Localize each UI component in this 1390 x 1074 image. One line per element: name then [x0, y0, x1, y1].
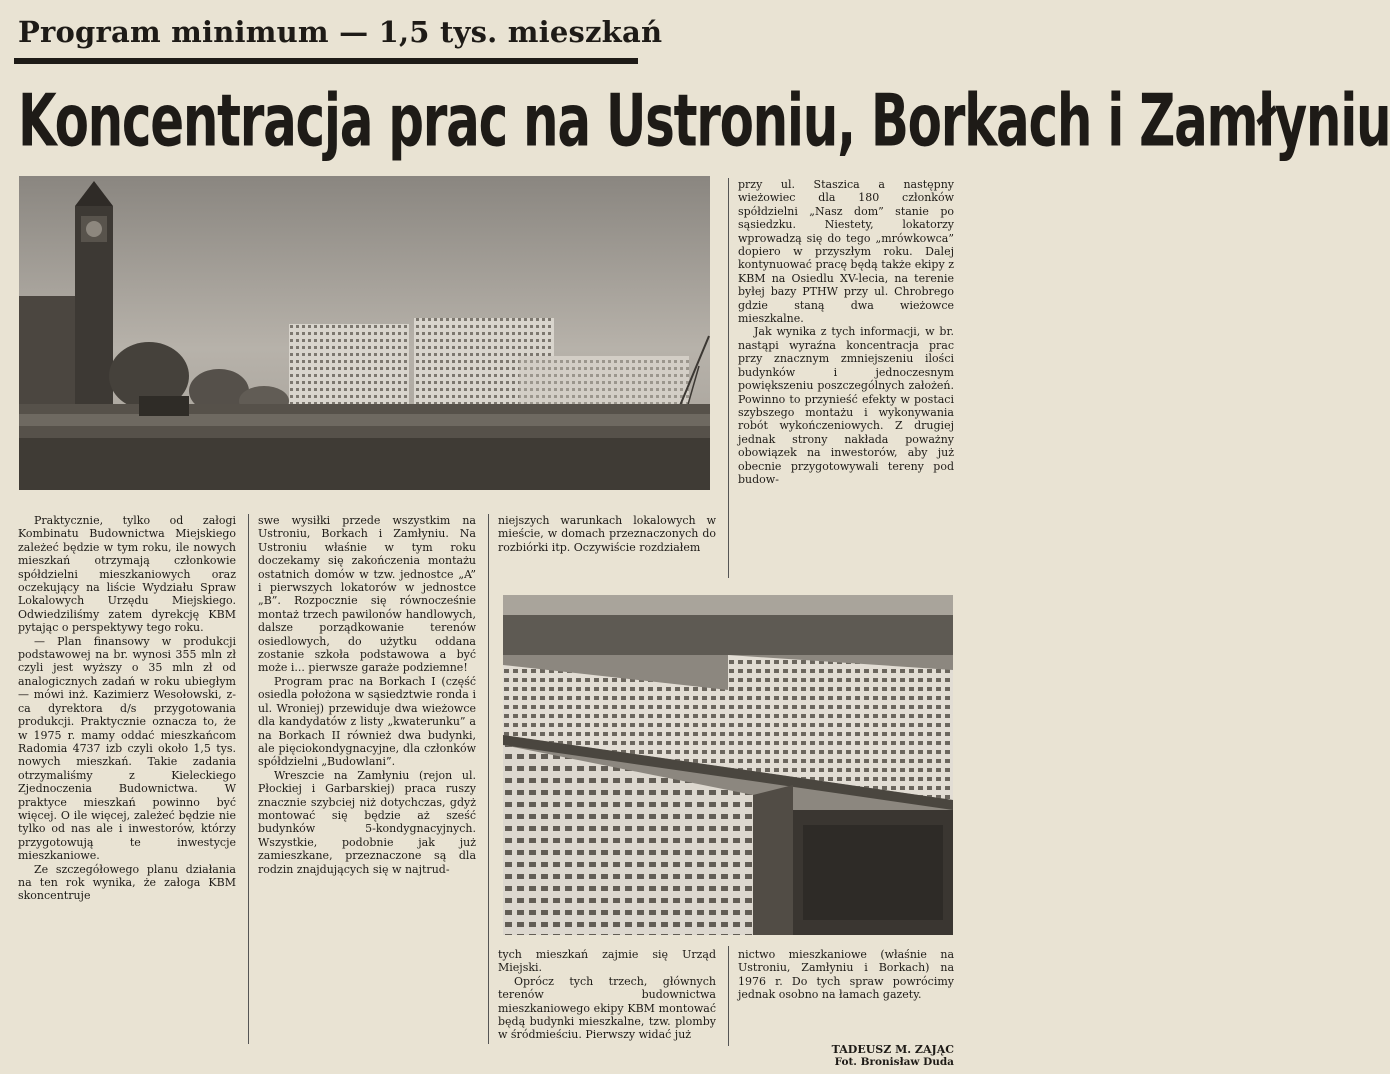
article-column-right-top — [738, 178, 954, 582]
paragraph: Program prac na Borkach I (część osiedla położona w sąsiedztwie ronda i ul. Wroniej) przewiduje dwa wieżowce dla kandydatów z listy „kwaterunku” a na Borkach II również dwa budynki, ale pięciokondygnacyjne, dla członków spółdzielni „Budowlani”. — [258, 674, 476, 769]
byline — [744, 1043, 954, 1069]
paragraph: tych mieszkań zajmie się Urząd Miejski. — [498, 948, 716, 975]
photo-bottom — [503, 595, 953, 935]
paragraph: Ze szczegółowego planu działania na ten rok wynika, że załoga KBM skoncentruje — [18, 862, 236, 903]
article-column-3-top — [498, 514, 716, 580]
paragraph: Oprócz tych trzech, głównych terenów budownictwa mieszkaniowego ekipy KBM montować będą budynki mieszkalne, tzw. plomby w śródmieściu. Pierwszy widać już — [498, 974, 716, 1042]
paragraph: Wreszcie na Zamłyniu (rejon ul. Płockiej i Garbarskiej) praca ruszy znacznie szybciej niż dotychczas, gdyż montować się będzie aż sześć budynków 5-kondygnacyjnych. Wszystkie, podobnie jak już zamieszkane, przeznaczone są dla rodzin znajdujących się w najtrud- — [258, 768, 476, 876]
paragraph: — Plan finansowy w produkcji podstawowej na br. wynosi 355 mln zł czyli jest wyższy o 35 mln zł od analogicznych zadań w roku ubiegłym — mówi inż. Kazimierz Wesołowski, z-ca dyrektora d/s przygotowania produkcji. Praktycznie oznacza to, że w 1975 r. mamy oddać mieszkańcom Radomia 4737 izb czyli około 1,5 tys. nowych mieszkań. Takie zadania otrzymaliśmy z Kieleckiego Zjednoczenia Budownictwa. W praktyce mieszkań powinno być więcej. O ile więcej, zależeć będzie nie tylko od nas ale i inwestorów, którzy przygotowują te inwestycje mieszkaniowe. — [18, 634, 236, 863]
paragraph: nictwo mieszkaniowe (właśnie na Ustroniu, Zamłyniu i Borkach) na 1976 r. Do tych spraw powrócimy jednak osobno na łamach gazety. — [738, 948, 954, 1002]
article-kicker: Program minimum — 1,5 tys. mieszkań — [18, 15, 663, 49]
paragraph: swe wysiłki przede wszystkim na Ustroniu, Borkach i Zamłyniu. Na Ustroniu właśnie w tym roku doczekamy się zakończenia montażu ostatnich domów w tzw. jednostce „A” i pierwszych lokatorów w jednostce „B”. Rozpocznie się równocześnie montaż trzech pawilonów handlowych, dalsze porządkowanie terenów osiedlowych, do użytku oddana zostanie szkoła podstawowa a być może i... pierwsze garaże podziemne! — [258, 514, 476, 675]
paragraph: przy ul. Staszica a następny wieżowiec dla 180 członków spółdzielni „Nasz dom” stanie po sąsiedzku. Niestety, lokatorzy wprowadzą się do tego „mrówkowca” dopiero w przyszłym roku. Dalej kontynuować pracę będą także ekipy z KBM na Osiedlu XV-lecia, na terenie byłej bazy PTHW przy ul. Chrobrego gdzie staną dwa wieżowce mieszkalne. — [738, 178, 954, 326]
column-rule — [248, 514, 249, 1044]
housing-estate-photo-icon — [19, 176, 710, 490]
photo-top — [19, 176, 710, 490]
column-rule — [488, 514, 489, 1044]
article-headline: Koncentracja prac na Ustroniu, Borkach i Zamłyniu — [18, 78, 1390, 164]
photo-credit: Fot. Bronisław Duda — [834, 1056, 954, 1068]
apartment-blocks-photo-icon — [503, 595, 953, 935]
article-column-4-bottom — [738, 948, 954, 1038]
author-name: TADEUSZ M. ZAJĄC — [831, 1043, 954, 1056]
paragraph: Praktycznie, tylko od załogi Kombinatu Budownictwa Miejskiego zależeć będzie w tym roku, ile nowych mieszkań otrzymają członkowie spółdzielni mieszkaniowych oraz oczekujący na liście Wydziału Spraw Lokalowych Urzędu Miejskiego. Odwiedziliśmy zatem dyrekcję KBM pytając o perspektywy tego roku. — [18, 514, 236, 635]
paragraph: Jak wynika z tych informacji, w br. nastąpi wyraźna koncentracja prac przy znacznym zmniejszeniu ilości budynków i jednoczesnym powiększeniu poszczególnych założeń. Powinno to przynieść efekty w postaci szybszego montażu i wykonywania robót wykończeniowych. Z drugiej jednak strony nakłada poważny obowiązek na inwestorów, aby już obecnie przygotowywali tereny pod budow- — [738, 325, 954, 486]
article-column-2 — [258, 514, 476, 1070]
paragraph: niejszych warunkach lokalowych w mieście, w domach przeznaczonych do rozbiórki itp. Oczywiście rozdziałem — [498, 514, 716, 554]
article-column-1 — [18, 514, 236, 1070]
article-column-3-bottom — [498, 948, 716, 1070]
column-rule — [728, 946, 729, 1046]
column-rule — [728, 178, 729, 578]
